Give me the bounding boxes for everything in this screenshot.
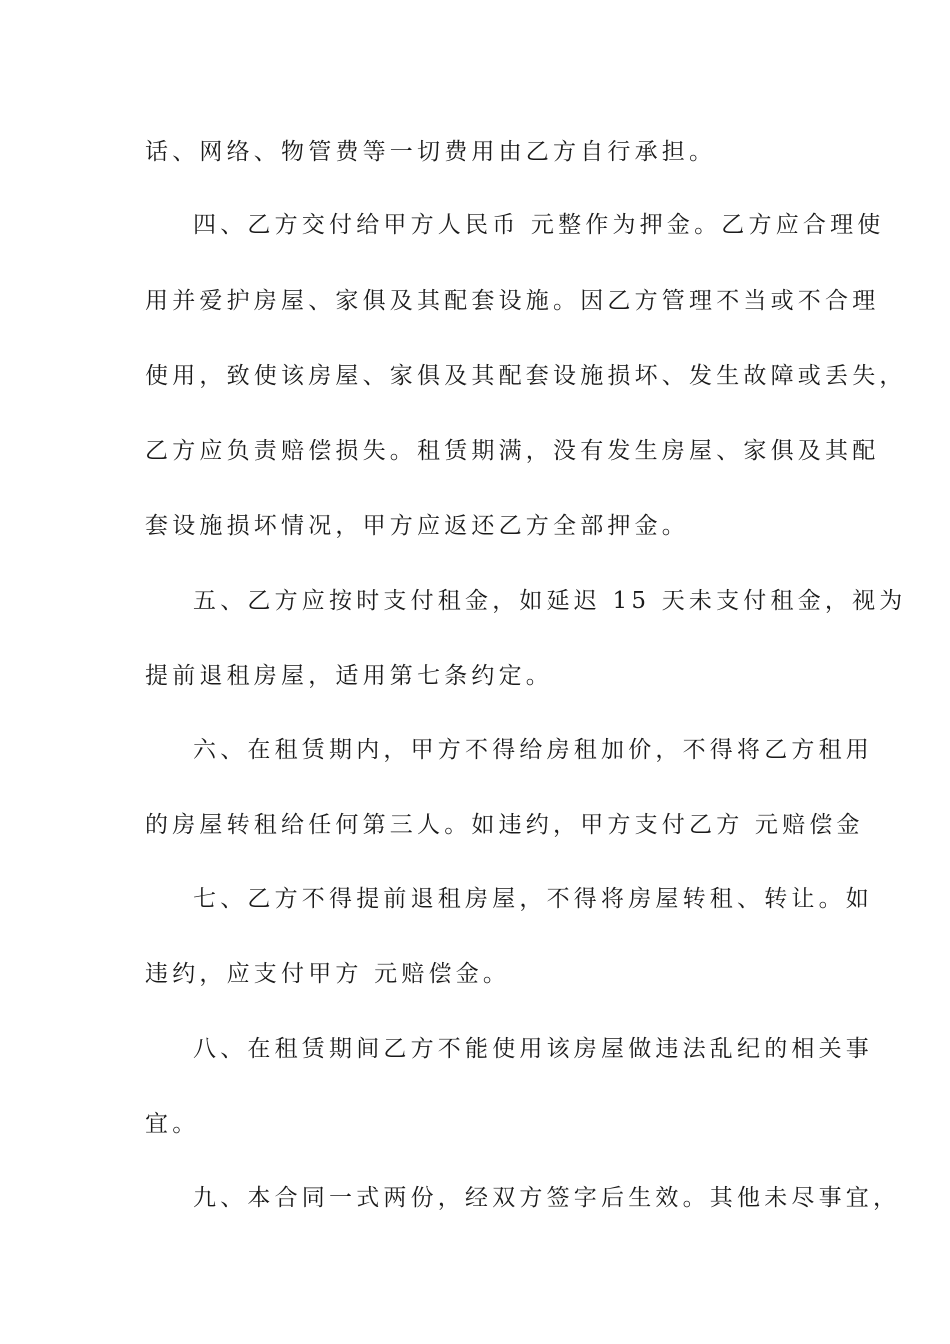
text-line: 乙方应负责赔偿损失。租赁期满，没有发生房屋、家俱及其配 bbox=[145, 438, 880, 464]
text-line: 宜。 bbox=[145, 1111, 200, 1137]
clause-4-line: 四、乙方交付给甲方人民币 元整作为押金。乙方应合理使 bbox=[193, 212, 885, 238]
clause-9-line: 九、本合同一式两份，经双方签字后生效。其他未尽事宜， bbox=[193, 1185, 901, 1211]
text-line: 的房屋转租给任何第三人。如违约，甲方支付乙方 元赔偿金 bbox=[145, 812, 864, 838]
text-line: 提前退租房屋，适用第七条约定。 bbox=[145, 663, 553, 689]
clause-5-line: 五、乙方应按时支付租金，如延迟 15 天未支付租金，视为 bbox=[193, 588, 907, 614]
text-line: 话、网络、物管费等一切费用由乙方自行承担。 bbox=[145, 139, 717, 165]
text-line: 违约，应支付甲方 元赔偿金。 bbox=[145, 961, 511, 987]
text-line: 套设施损坏情况，甲方应返还乙方全部押金。 bbox=[145, 513, 689, 539]
text-line: 用并爱护房屋、家俱及其配套设施。因乙方管理不当或不合理 bbox=[145, 288, 880, 314]
clause-7-line: 七、乙方不得提前退租房屋，不得将房屋转租、转让。如 bbox=[193, 886, 873, 912]
clause-8-line: 八、在租赁期间乙方不能使用该房屋做违法乱纪的相关事 bbox=[193, 1036, 873, 1062]
clause-6-line: 六、在租赁期内，甲方不得给房租加价，不得将乙方租用 bbox=[193, 737, 873, 763]
text-line: 使用，致使该房屋、家俱及其配套设施损坏、发生故障或丢失， bbox=[145, 363, 907, 389]
